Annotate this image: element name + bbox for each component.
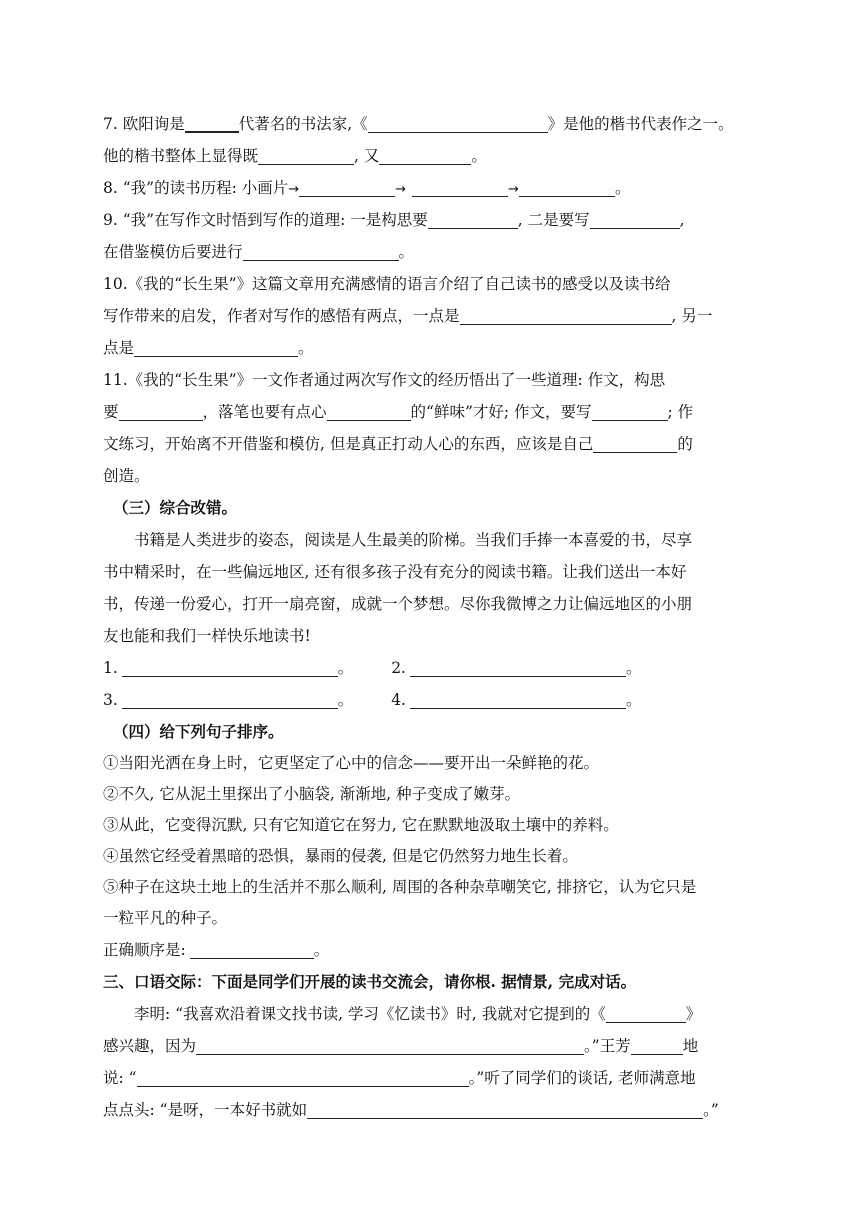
dialogue-text: 。”王芳 <box>584 1037 631 1055</box>
dialogue-line-3 <box>103 1062 763 1094</box>
q10-text: 点是 <box>103 339 135 357</box>
order-answer-end: 。 <box>313 941 330 959</box>
q8-blank-3[interactable] <box>519 176 615 197</box>
q11-blank-4[interactable] <box>593 432 677 453</box>
sentence-item: ④虽然它经受着黑暗的恐惧，暴雨的侵袭, 但是它仍然努力地生长着。 <box>103 847 578 865</box>
q11-blank-2[interactable] <box>327 400 411 421</box>
q9-blank-3[interactable] <box>243 240 399 261</box>
q9-line-2 <box>103 236 763 268</box>
q7-blank-style-1[interactable] <box>258 144 354 165</box>
q10-text: 写作带来的启发，作者对写作的感悟有两点，一点是 <box>103 307 460 325</box>
q10-line-2 <box>103 300 763 332</box>
dialogue-text: 说: “ <box>103 1069 137 1087</box>
q8-text: 8. “我”的读书历程: 小画片 <box>103 179 289 197</box>
dialogue-text: 感兴趣，因为 <box>103 1037 197 1055</box>
item-number: 2. <box>391 659 406 677</box>
q8-text: 。 <box>614 179 631 197</box>
q7-blank-dynasty[interactable] <box>185 111 239 133</box>
q7-blank-style-2[interactable] <box>379 144 471 165</box>
correction-row <box>103 684 763 716</box>
correction-blank-4[interactable] <box>410 688 626 709</box>
q11-text: 的“鲜味”才好; 作文，要写 <box>410 403 592 421</box>
item-number: 3. <box>103 691 118 709</box>
item-end: 。 <box>625 659 642 677</box>
q9-text: , <box>679 211 685 229</box>
order-answer-blank[interactable] <box>190 938 314 959</box>
sentence-item: ②不久, 它从泥土里探出了小脑袋, 渐渐地, 种子变成了嫩芽。 <box>103 785 521 803</box>
wangfang-speech-blank[interactable] <box>137 1066 469 1087</box>
q11-line-4 <box>103 460 763 492</box>
q9-text: 。 <box>398 243 415 261</box>
q11-text: 要 <box>103 403 119 421</box>
paragraph-line: 书中精采时，在一些偏远地区, 还有很多孩子没有充分的阅读书籍。让我们送出一本好 <box>103 563 687 581</box>
dialogue-line-2 <box>103 1030 763 1062</box>
dialogue-line-1 <box>103 998 763 1030</box>
paragraph-line: 书籍是人类进步的姿态，阅读是人生最美的阶梯。当我们手捧一本喜爱的书，尽享 <box>134 531 693 549</box>
q7-line-2 <box>103 140 763 172</box>
arrow-icon: → <box>288 182 300 197</box>
correction-row <box>103 652 763 684</box>
q9-line-1 <box>103 204 763 236</box>
reason-blank[interactable] <box>196 1034 584 1055</box>
q9-blank-2[interactable] <box>590 208 680 229</box>
item-number: 4. <box>391 691 406 709</box>
q7-text: 。 <box>471 147 487 165</box>
q7-text: 他的楷书整体上显得既 <box>103 147 259 165</box>
q7-blank-work[interactable] <box>368 112 548 133</box>
q9-text: 9. “我”在写作文时悟到写作的道理: 一是构思要 <box>103 211 428 229</box>
item-end: 。 <box>337 691 354 709</box>
q7-text: , 又 <box>354 147 380 165</box>
dialogue-text: 》 <box>685 1005 702 1023</box>
q11-line-2 <box>103 396 763 428</box>
section-title: （四）给下列句子排序。 <box>113 722 284 741</box>
worksheet-page <box>103 108 763 1126</box>
q10-line-3 <box>103 332 763 364</box>
q11-text: 11.《我的“长生果”》一文作者通过两次写作文的经历悟出了一些道理: 作文，构思 <box>103 371 666 389</box>
q11-blank-3[interactable] <box>592 400 668 421</box>
item-end: 。 <box>337 659 354 677</box>
dialogue-text: 。”听了同学们的谈话, 老师满意地 <box>468 1069 696 1087</box>
order-answer-label: 正确顺序是: <box>103 941 186 959</box>
q10-text: 。 <box>298 339 314 357</box>
item-number: 1. <box>103 659 118 677</box>
q10-line-1 <box>103 268 763 300</box>
q11-text: 的 <box>677 435 693 453</box>
item-end: 。 <box>625 691 642 709</box>
sentence-item: 一粒平凡的种子。 <box>103 909 228 927</box>
q10-blank-2[interactable] <box>134 336 298 357</box>
q7-line-1 <box>103 108 763 140</box>
paragraph-line: 书，传递一份爱心，打开一扇亮窗，成就一个梦想。尽你我微博之力让偏远地区的小朋 <box>103 595 693 613</box>
book-title-blank[interactable] <box>606 1002 686 1023</box>
part-title: 三、口语交际：下面是同学们开展的读书交流会，请你根. 据情景, 完成对话。 <box>103 972 637 991</box>
dialogue-text: 。” <box>703 1101 719 1119</box>
q11-line-3 <box>103 428 763 460</box>
arrow-icon: → <box>508 182 519 197</box>
q8-blank-2[interactable] <box>412 176 508 197</box>
q9-text: , 二是要写 <box>517 211 590 229</box>
q10-text: 10.《我的“长生果”》这篇文章用充满感情的语言介绍了自己读书的感受以及读书给 <box>103 275 671 293</box>
q11-text: ; 作 <box>667 403 694 421</box>
order-answer-row <box>103 934 763 966</box>
sentence-item: ③从此，它变得沉默, 只有它知道它在努力, 它在默默地汲取土壤中的养料。 <box>103 816 619 834</box>
q9-blank-1[interactable] <box>428 208 518 229</box>
q7-text: 代著名的书法家,《 <box>238 115 368 133</box>
q11-blank-1[interactable] <box>119 400 203 421</box>
arrow-icon: → <box>395 182 407 197</box>
dialogue-text: 李明: “我喜欢沿着课文找书读, 学习《忆读书》时, 我就对它提到的《 <box>134 1005 606 1023</box>
sentence-item: ⑤种子在这块土地上的生活并不那么顺利, 周围的各种杂草嘲笑它, 排挤它，认为它只是 <box>103 878 697 896</box>
sentence-item: ①当阳光洒在身上时，它更坚定了心中的信念——要开出一朵鲜艳的花。 <box>103 754 600 772</box>
q7-text: 7. 欧阳询是 <box>103 115 185 133</box>
manner-blank[interactable] <box>631 1034 683 1055</box>
q11-text: 创造。 <box>103 467 150 485</box>
q11-text: 文练习，开始离不开借鉴和模仿, 但是真正打动人心的东西，应该是自己 <box>103 435 594 453</box>
dialogue-text: 地 <box>682 1037 699 1055</box>
q8-blank-1[interactable] <box>299 176 395 197</box>
correction-blank-3[interactable] <box>122 688 338 709</box>
correction-blank-2[interactable] <box>410 656 626 677</box>
teacher-speech-blank[interactable] <box>307 1098 703 1119</box>
paragraph-line: 友也能和我们一样快乐地读书! <box>103 627 311 645</box>
correction-blank-1[interactable] <box>122 656 338 677</box>
section-title: （三）综合改错。 <box>113 498 238 517</box>
q7-text: 》是他的楷书代表作之一。 <box>547 115 734 133</box>
q10-blank-1[interactable] <box>460 304 672 325</box>
dialogue-line-4 <box>103 1094 763 1126</box>
q11-text: ，落笔也要有点心 <box>202 403 327 421</box>
q9-text: 在借鉴模仿后要进行 <box>103 243 243 261</box>
q8-line <box>103 172 763 204</box>
q10-text: , 另一 <box>671 307 713 325</box>
q11-line-1 <box>103 364 763 396</box>
dialogue-text: 点点头: “是呀，一本好书就如 <box>103 1101 308 1119</box>
